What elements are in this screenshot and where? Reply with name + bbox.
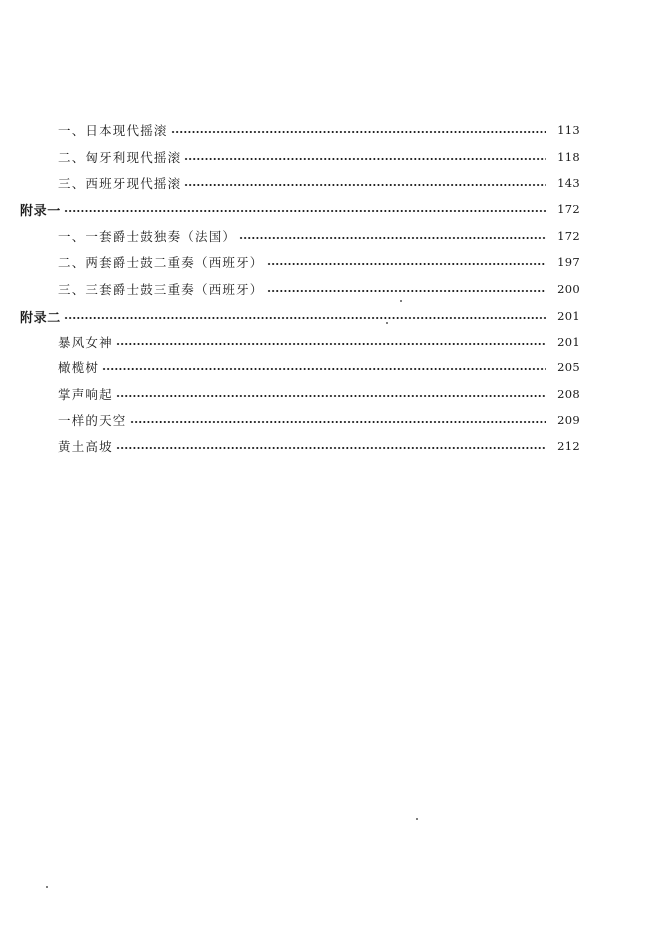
toc-entry — [0, 384, 654, 404]
toc-entry-page: 113 — [557, 123, 580, 137]
dot-leader — [171, 131, 546, 133]
dot-leader — [64, 317, 546, 319]
toc-entry-title: 黄土高坡 — [58, 439, 113, 454]
toc-entry-title: 二、两套爵士鼓二重奏（西班牙） — [58, 255, 264, 270]
toc-entry-page: 201 — [557, 309, 580, 323]
toc-entry-title: 附录一 — [20, 203, 61, 219]
toc-entry-page: 197 — [557, 255, 580, 269]
toc-entry — [0, 436, 654, 456]
dot-leader — [116, 395, 546, 397]
toc-entry-title: 一样的天空 — [58, 413, 127, 428]
toc-entry-title: 附录二 — [20, 310, 61, 326]
dot-leader — [116, 343, 546, 345]
toc-entry — [0, 279, 654, 299]
scan-speck — [386, 322, 388, 324]
dot-leader — [130, 421, 546, 423]
toc-entry — [0, 173, 654, 193]
toc-entry-page: 200 — [557, 282, 580, 296]
toc-entry-title: 一、日本现代摇滚 — [58, 123, 168, 138]
toc-entry-page: 212 — [557, 439, 580, 453]
dot-leader — [267, 263, 546, 265]
toc-entry-title: 掌声响起 — [58, 387, 113, 402]
toc-entry-title: 暴风女神 — [58, 335, 113, 350]
toc-entry — [0, 306, 654, 326]
toc-entry-page: 208 — [557, 387, 580, 401]
dot-leader — [239, 237, 546, 239]
toc-entry-page: 209 — [557, 413, 580, 427]
scan-speck — [400, 300, 402, 302]
dot-leader — [184, 184, 546, 186]
toc-entry-page: 118 — [557, 150, 580, 164]
toc-entry-title: 二、匈牙利现代摇滚 — [58, 150, 182, 165]
toc-entry-title: 一、一套爵士鼓独奏（法国） — [58, 229, 237, 244]
toc-entry-page: 172 — [557, 202, 580, 216]
dot-leader — [267, 290, 546, 292]
toc-entry-title: 三、三套爵士鼓三重奏（西班牙） — [58, 282, 264, 297]
scan-speck — [46, 886, 48, 888]
toc-entry-title: 三、西班牙现代摇滚 — [58, 176, 182, 191]
toc-entry — [0, 147, 654, 167]
toc-entry-page: 143 — [557, 176, 580, 190]
toc-entry — [0, 120, 654, 140]
dot-leader — [64, 210, 546, 212]
toc-entry-page: 201 — [557, 335, 580, 349]
toc-entry — [0, 199, 654, 219]
dot-leader — [102, 368, 546, 370]
toc-entry-title: 橄榄树 — [58, 360, 100, 375]
toc-entry — [0, 410, 654, 430]
toc-entry — [0, 252, 654, 272]
toc-entry-page: 205 — [557, 360, 580, 374]
scan-speck — [416, 818, 418, 820]
toc-entry — [0, 357, 654, 377]
toc-entry — [0, 332, 654, 352]
toc-entry — [0, 226, 654, 246]
dot-leader — [116, 447, 546, 449]
dot-leader — [184, 158, 546, 160]
toc-entry-page: 172 — [557, 229, 580, 243]
